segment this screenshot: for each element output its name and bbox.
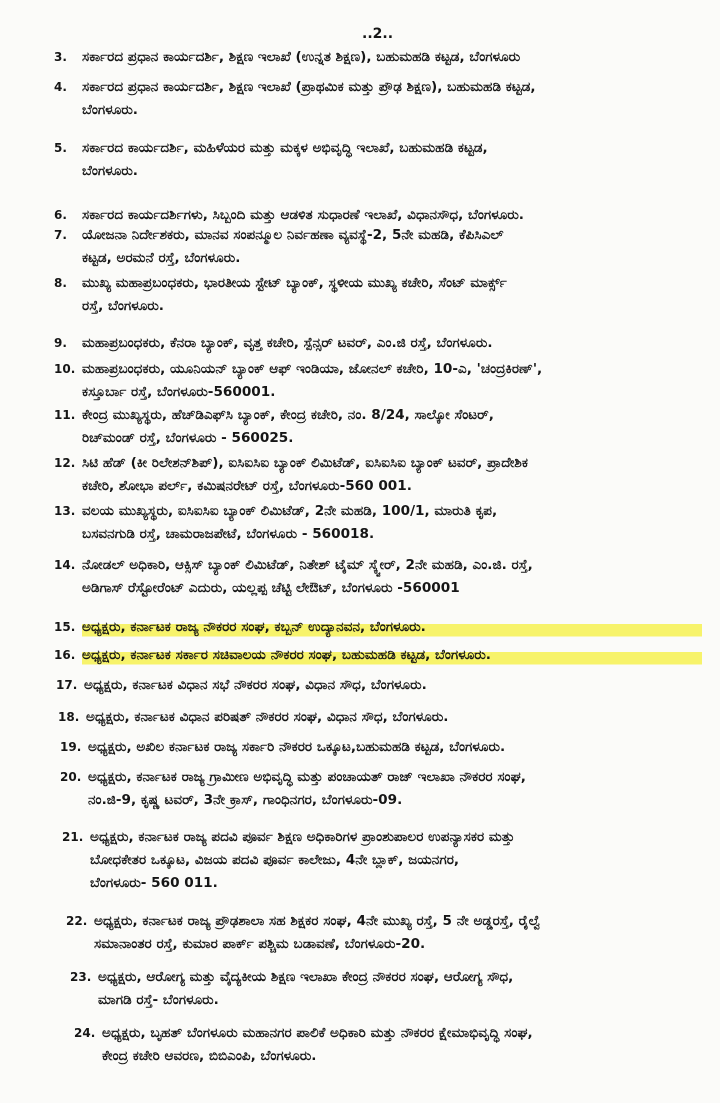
- item-text: ಅಧ್ಯಕ್ಷರು, ಬೃಹತ್ ಬೆಂಗಳೂರು ಮಹಾನಗರ ಪಾಲಿಕೆ ಅಧಿಕಾರಿ ಮತ್ತು ನೌಕರರ ಕ್ಷೇಮಾಭಿವೃದ್ಧಿ ಸಂಘ, ಕೇಂದ್ರ ಕಚೇರಿ ಆವರಣ, ಬಿಬಿಎಂಪಿ, ಬೆಂಗಳೂರು.: [102, 1025, 533, 1064]
- list-item: [74, 1022, 720, 1068]
- item-text: ಅಧ್ಯಕ್ಷರು, ಕರ್ನಾಟಕ ರಾಜ್ಯ ನೌಕರರ ಸಂಘ, ಕಬ್ಬನ್ ಉದ್ಯಾನವನ, ಬೆಂಗಳೂರು.: [82, 616, 702, 639]
- item-number: 19.: [60, 740, 82, 754]
- item-text: ಯೋಜನಾ ನಿರ್ದೇಶಕರು, ಮಾನವ ಸಂಪನ್ಮೂಲ ನಿರ್ವಹಣಾ ವ್ಯವಸ್ಥೆ-2, 5ನೇ ಮಹಡಿ, ಕೆಪಿಸಿಎಲ್ ಕಟ್ಟಡ, ಅರಮನೆ ರಸ್ತೆ, ಬೆಂಗಳೂರು.: [82, 227, 504, 266]
- item-number: 8.: [54, 276, 67, 290]
- item-text: ಅಧ್ಯಕ್ಷರು, ಕರ್ನಾಟಕ ರಾಜ್ಯ ಪದವಿ ಪೂರ್ವ ಶಿಕ್ಷಣ ಅಧಿಕಾರಿಗಳ ಪ್ರಾಂಶುಪಾಲರ ಉಪನ್ಯಾಸಕರ ಮತ್ತು ಬೋಧಕೇತರ ಒಕ್ಕೂಟ, ವಿಜಯ ಪದವಿ ಪೂರ್ವ ಕಾಲೇಜು, 4ನೇ ಬ್ಲಾಕ್, ಜಯನಗರ, ಬೆಂಗಳೂರು- 560 011.: [90, 829, 515, 891]
- item-number: 23.: [70, 970, 92, 984]
- item-number: 4.: [54, 80, 67, 94]
- item-number: 16.: [54, 648, 76, 662]
- list-item: [54, 358, 702, 404]
- item-text: ಅಧ್ಯಕ್ಷರು, ಕರ್ನಾಟಕ ರಾಜ್ಯ ಗ್ರಾಮೀಣ ಅಭಿವೃದ್ಧಿ ಮತ್ತು ಪಂಚಾಯತ್ ರಾಜ್ ಇಲಾಖಾ ನೌಕರರ ಸಂಘ, ನಂ.ಜಿ-9, ಕೃಷ್ಣ ಟವರ್, 3ನೇ ಕ್ರಾಸ್, ಗಾಂಧಿನಗರ, ಬೆಂಗಳೂರು-09.: [88, 769, 526, 808]
- item-number: 24.: [74, 1026, 96, 1040]
- item-number: 15.: [54, 620, 76, 634]
- item-text: ಅಧ್ಯಕ್ಷರು, ಅಖಿಲ ಕರ್ನಾಟಕ ರಾಜ್ಯ ಸರ್ಕಾರಿ ನೌಕರರ ಒಕ್ಕೂಟ,ಬಹುಮಹಡಿ ಕಟ್ಟಡ, ಬೆಂಗಳೂರು.: [88, 739, 506, 755]
- list-item: [54, 554, 702, 600]
- item-text: ಮಹಾಪ್ರಬಂಧಕರು, ಕೆನರಾ ಬ್ಯಾಂಕ್, ವೃತ್ತ ಕಚೇರಿ, ಸ್ಪೆನ್ಸರ್ ಟವರ್, ಎಂ.ಜಿ ರಸ್ತೆ, ಬೆಂಗಳೂರು.: [82, 335, 493, 351]
- item-text: ಕೇಂದ್ರ ಮುಖ್ಯಸ್ಥರು, ಹೆಚ್‌ಡಿಎಫ್‌ಸಿ ಬ್ಯಾಂಕ್, ಕೇಂದ್ರ ಕಚೇರಿ, ನಂ. 8/24, ಸಾಲ್ಕೋ ಸೆಂಟರ್, ರಿಚ್‌ಮಂಡ್ ರಸ್ತೆ, ಬೆಂಗಳೂರು - 560025.: [82, 407, 494, 446]
- list-item: [58, 706, 706, 729]
- list-item: [54, 500, 702, 546]
- list-item: [54, 46, 702, 69]
- list-item: [56, 674, 704, 697]
- item-number: 10.: [54, 362, 76, 376]
- item-text: ಅಧ್ಯಕ್ಷರು, ಕರ್ನಾಟಕ ಸರ್ಕಾರ ಸಚಿವಾಲಯ ನೌಕರರ ಸಂಘ, ಬಹುಮಹಡಿ ಕಟ್ಟಡ, ಬೆಂಗಳೂರು.: [82, 644, 702, 667]
- item-number: 11.: [54, 408, 76, 422]
- list-item: [54, 404, 702, 450]
- list-item: [70, 966, 718, 1012]
- list-item-highlighted: [54, 644, 702, 667]
- item-number: 12.: [54, 456, 76, 470]
- list-item: [54, 272, 702, 318]
- item-text: ಸರ್ಕಾರದ ಕಾರ್ಯದರ್ಶಿಗಳು, ಸಿಬ್ಬಂದಿ ಮತ್ತು ಆಡಳಿತ ಸುಧಾರಣೆ ಇಲಾಖೆ, ವಿಧಾನಸೌಧ, ಬೆಂಗಳೂರು.: [82, 207, 524, 223]
- list-item-highlighted: [54, 616, 702, 639]
- list-item: [66, 910, 714, 956]
- item-text: ಸರ್ಕಾರದ ಪ್ರಧಾನ ಕಾರ್ಯದರ್ಶಿ, ಶಿಕ್ಷಣ ಇಲಾಖೆ (ಉನ್ನತ ಶಿಕ್ಷಣ), ಬಹುಮಹಡಿ ಕಟ್ಟಡ, ಬೆಂಗಳೂರು: [82, 49, 521, 65]
- item-text: ಸರ್ಕಾರದ ಪ್ರಧಾನ ಕಾರ್ಯದರ್ಶಿ, ಶಿಕ್ಷಣ ಇಲಾಖೆ (ಪ್ರಾಥಮಿಕ ಮತ್ತು ಪ್ರೌಢ ಶಿಕ್ಷಣ), ಬಹುಮಹಡಿ ಕಟ್ಟಡ, ಬೆಂಗಳೂರು.: [82, 79, 536, 118]
- item-number: 18.: [58, 710, 80, 724]
- list-item: [54, 332, 702, 355]
- item-number: 20.: [60, 770, 82, 784]
- item-number: 3.: [54, 50, 67, 64]
- list-item: [54, 137, 702, 183]
- item-text: ವಲಯ ಮುಖ್ಯಸ್ಥರು, ಐಸಿಐಸಿಐ ಬ್ಯಾಂಕ್ ಲಿಮಿಟೆಡ್, 2ನೇ ಮಹಡಿ, 100/1, ಮಾರುತಿ ಕೃಪ, ಬಸವನಗುಡಿ ರಸ್ತೆ, ಚಾಮರಾಜಪೇಟೆ, ಬೆಂಗಳೂರು - 560018.: [82, 503, 498, 542]
- item-text: ಅಧ್ಯಕ್ಷರು, ಕರ್ನಾಟಕ ವಿಧಾನ ಸಭೆ ನೌಕರರ ಸಂಘ, ವಿಧಾನ ಸೌಧ, ಬೆಂಗಳೂರು.: [84, 677, 427, 693]
- item-number: 7.: [54, 228, 67, 242]
- list-item: [60, 736, 708, 759]
- item-text: ಸರ್ಕಾರದ ಕಾರ್ಯದರ್ಶಿ, ಮಹಿಳೆಯರ ಮತ್ತು ಮಕ್ಕಳ ಅಭಿವೃದ್ಧಿ ಇಲಾಖೆ, ಬಹುಮಹಡಿ ಕಟ್ಟಡ, ಬೆಂಗಳೂರು.: [82, 140, 488, 179]
- list-item: [62, 826, 710, 895]
- list-item: [54, 452, 702, 498]
- item-text: ನೋಡಲ್ ಅಧಿಕಾರಿ, ಆಕ್ಸಿಸ್ ಬ್ಯಾಂಕ್ ಲಿಮಿಟೆಡ್, ನಿತೇಶ್ ಟೈಮ್ ಸ್ಕ್ವೇರ್, 2ನೇ ಮಹಡಿ, ಎಂ.ಜಿ. ರಸ್ತೆ, ಅಡಿಗಾಸ್ ರೆಸ್ಟೋರೆಂಟ್ ಎದುರು, ಯಲ್ಲಪ್ಪ ಚೆಟ್ಟಿ ಲೇಔಟ್, ಬೆಂಗಳೂರು -560001: [82, 557, 533, 596]
- item-number: 9.: [54, 336, 67, 350]
- item-number: 6.: [54, 208, 67, 222]
- item-number: 14.: [54, 558, 76, 572]
- item-number: 22.: [66, 914, 88, 928]
- list-item: [54, 76, 702, 122]
- item-text: ಅಧ್ಯಕ್ಷರು, ಕರ್ನಾಟಕ ವಿಧಾನ ಪರಿಷತ್ ನೌಕರರ ಸಂಘ, ವಿಧಾನ ಸೌಧ, ಬೆಂಗಳೂರು.: [86, 709, 449, 725]
- item-text: ಅಧ್ಯಕ್ಷರು, ಕರ್ನಾಟಕ ರಾಜ್ಯ ಪ್ರೌಢಶಾಲಾ ಸಹ ಶಿಕ್ಷಕರ ಸಂಘ, 4ನೇ ಮುಖ್ಯ ರಸ್ತೆ, 5 ನೇ ಅಡ್ಡರಸ್ತೆ, ರೈಲ್ವೆ ಸಮಾನಾಂತರ ರಸ್ತೆ, ಕುಮಾರ ಪಾರ್ಕ್ ಪಶ್ಚಿಮ ಬಡಾವಣೆ, ಬೆಂಗಳೂರು-20.: [94, 913, 541, 952]
- list-item: [54, 224, 702, 270]
- item-text: ಸಿಟಿ ಹೆಡ್ (ಕೀ ರಿಲೇಶನ್‌ಶಿಪ್), ಐಸಿಐಸಿಐ ಬ್ಯಾಂಕ್ ಲಿಮಿಟೆಡ್, ಐಸಿಐಸಿಐ ಬ್ಯಾಂಕ್ ಟವರ್, ಪ್ರಾದೇಶಿಕ ಕಚೇರಿ, ಶೋಭಾ ಪರ್ಲ್, ಕಮಿಷನರೇಟ್ ರಸ್ತೆ, ಬೆಂಗಳೂರು-560 001.: [82, 455, 528, 494]
- list-item: [60, 766, 708, 812]
- page-number: ..2..: [362, 26, 394, 42]
- item-text: ಅಧ್ಯಕ್ಷರು, ಆರೋಗ್ಯ ಮತ್ತು ವೈದ್ಯಕೀಯ ಶಿಕ್ಷಣ ಇಲಾಖಾ ಕೇಂದ್ರ ನೌಕರರ ಸಂಘ, ಆರೋಗ್ಯ ಸೌಧ, ಮಾಗಡಿ ರಸ್ತೆ- ಬೆಂಗಳೂರು.: [98, 969, 514, 1008]
- item-number: 13.: [54, 504, 76, 518]
- item-text: ಮಹಾಪ್ರಬಂಧಕರು, ಯೂನಿಯನ್ ಬ್ಯಾಂಕ್ ಆಫ್ ಇಂಡಿಯಾ, ಜೋನಲ್ ಕಚೇರಿ, 10-ಎ, 'ಚಂದ್ರಕಿರಣ್', ಕಸ್ತೂರ್ಬಾ ರಸ್ತೆ, ಬೆಂಗಳೂರು-560001.: [82, 361, 543, 400]
- item-text: ಮುಖ್ಯ ಮಹಾಪ್ರಬಂಧಕರು, ಭಾರತೀಯ ಸ್ಟೇಟ್ ಬ್ಯಾಂಕ್, ಸ್ಥಳೀಯ ಮುಖ್ಯ ಕಚೇರಿ, ಸೆಂಟ್ ಮಾರ್ಕ್ಸ್ ರಸ್ತೆ, ಬೆಂಗಳೂರು.: [82, 275, 507, 314]
- item-number: 5.: [54, 141, 67, 155]
- item-number: 17.: [56, 678, 78, 692]
- item-number: 21.: [62, 830, 84, 844]
